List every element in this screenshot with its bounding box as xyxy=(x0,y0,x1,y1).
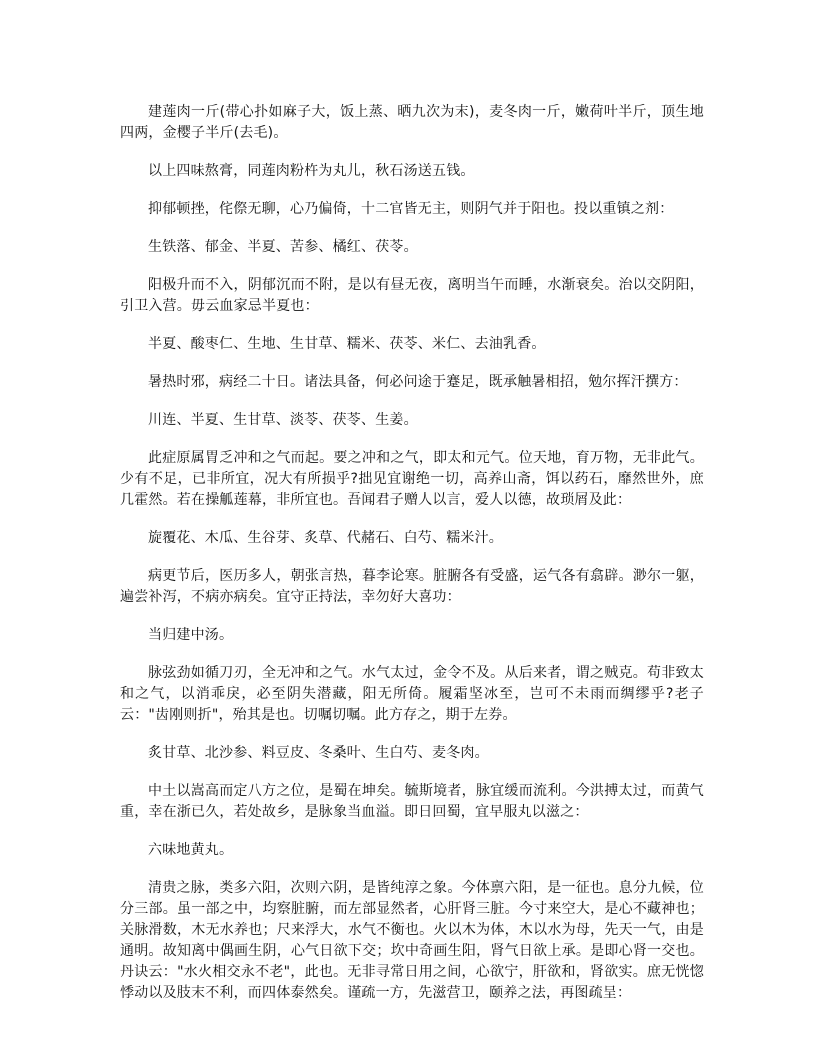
paragraph-case-summer-heat: 暑热时邪，病经二十日。诸法具备，何必问途于蹇足，既承触暑相招，勉尔挥汗撰方： xyxy=(148,374,688,390)
paragraph-prescription-licorice: 炙甘草、北沙参、料豆皮、冬桑叶、生白芍、麦冬肉。 xyxy=(148,745,489,761)
paragraph-prescription-coptis: 川连、半夏、生甘草、淡苓、茯苓、生姜。 xyxy=(148,412,418,428)
paragraph-prescription-pinellia: 半夏、酸枣仁、生地、生甘草、糯米、茯苓、米仁、去油乳香。 xyxy=(148,336,546,352)
paragraph-prescription-inula: 旋覆花、木瓜、生谷芽、炙草、代赭石、白芍、糯米汁。 xyxy=(148,530,503,546)
paragraph-paste-instructions: 以上四味熬膏，同莲肉粉杵为丸儿，秋石汤送五钱。 xyxy=(148,163,475,179)
paragraph-case-pulse-theory: 清贵之脉，类多六阳，次则六阴，是皆纯淳之象。今体禀六阳，是一征也。息分九候，位分三部。虽一部之中，均察脏腑，而左部显然者，心肝肾三脏。今寸来空大，是心不藏神也；关脉滑数，木无水养也；尺来浮大，水气不衡也。火以木为体，木以水为母，先天一气，由是通明。故知离中偶画生阴，心气日欲下交；坎中奇画生阳，肾气日欲上承。是即心肾一交也。丹诀云："水火相交永不老"，此也。无非寻常日用之间，心欲宁，肝欲和，肾欲实。庶无恍惚悸动以及肢末不利，而四体泰然矣。谨疏一方，先滋营卫，颐养之法，再图疏呈： xyxy=(120,880,704,1001)
paragraph-case-insomnia: 阳极升而不入，阴郁沉而不附，是以有昼无夜，离明当午而睡，水渐衰矣。治以交阴阳，引卫入营。毋云血家忌半夏也： xyxy=(120,277,704,314)
paragraph-prescription-rehmannia: 六味地黄丸。 xyxy=(148,842,234,858)
paragraph-prescription-iron: 生铁落、郁金、半夏、苦参、橘红、茯苓。 xyxy=(148,239,418,255)
paragraph-case-after-festival: 病更节后，医历多人，朝张言热，暮李论寒。脏腑各有受盛，运气各有翕辟。渺尔一躯，遍尝补泻，不病亦病矣。宜守正持法，幸勿好大喜功： xyxy=(120,568,704,605)
document-page xyxy=(120,102,704,1021)
paragraph-prescription-lotus: 建莲肉一斤(带心扑如麻子大，饭上蒸、晒九次为末)，麦冬肉一斤，嫩荷叶半斤，顶生地四两，金樱子半斤(去毛)。 xyxy=(120,104,704,141)
paragraph-case-depression: 抑郁顿挫，侘傺无聊，心乃偏倚，十二官皆无主，则阴气并于阳也。投以重镇之剂： xyxy=(148,201,674,217)
paragraph-case-shu: 中土以嵩高而定八方之位，是蜀在坤矣。毓斯境者，脉宜缓而流利。今洪搏太过，而黄气重，幸在浙已久，若处故乡，是脉象当血溢。即日回蜀，宜早服丸以滋之： xyxy=(120,783,704,820)
paragraph-case-wiry-pulse: 脉弦劲如循刀刃，全无冲和之气。水气太过，金令不及。从后来者，谓之贼克。苟非致太和之气，以消乖戾，必至阴失潜藏，阳无所倚。履霜坚冰至，岂可不未雨而绸缪乎?老子云："齿刚则折"，殆其是也。切嘱切嘱。此方存之，期于左券。 xyxy=(120,665,704,723)
paragraph-prescription-angelica: 当归建中汤。 xyxy=(148,627,234,643)
paragraph-case-stomach: 此症原属胃乏冲和之气而起。要之冲和之气，即太和元气。位天地，育万物，无非此气。少有不足，已非所宜，况大有所损乎?拙见宜谢绝一切，高养山斋，饵以药石，靡然世外，庶几霍然。若在操觚莲幕，非所宜也。吾闻君子赠人以言，爱人以德，故琐屑及此： xyxy=(120,450,704,508)
